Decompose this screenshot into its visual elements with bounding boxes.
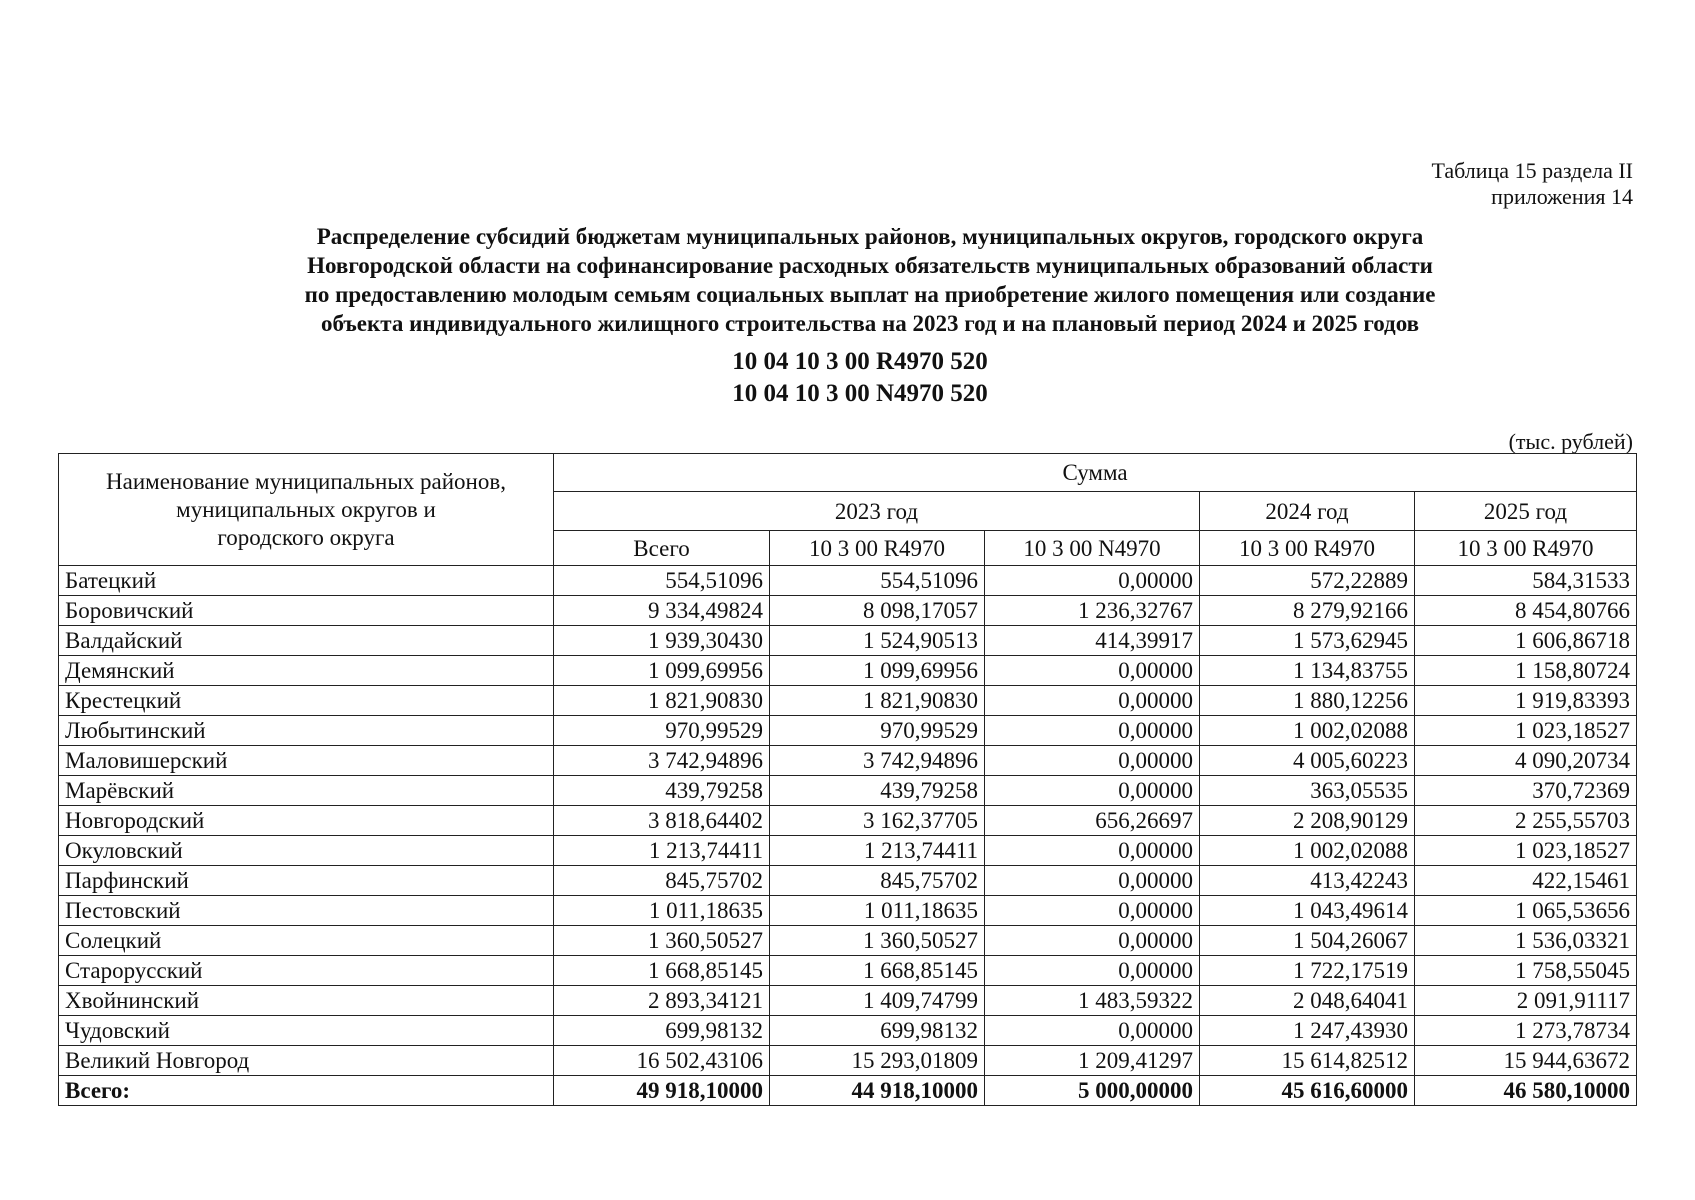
title-line-2: Новгородской области на софинансирование расходных обязательств муниципальных образований области	[307, 253, 1433, 278]
municipality-name: Чудовский	[59, 1016, 554, 1046]
table-row	[59, 986, 1637, 1016]
amount-cell: 1 011,18635	[770, 896, 985, 926]
amount-cell: 413,42243	[1200, 866, 1415, 896]
municipality-name: Старорусский	[59, 956, 554, 986]
municipality-name: Демянский	[59, 656, 554, 686]
amount-cell: 1 919,83393	[1415, 686, 1637, 716]
amount-cell: 439,79258	[554, 776, 770, 806]
header-municipality-line-1: Наименование муниципальных районов,	[106, 468, 506, 494]
amount-cell: 4 090,20734	[1415, 746, 1637, 776]
amount-cell: 0,00000	[985, 566, 1200, 596]
header-municipality-line-3: городского округа	[217, 524, 395, 550]
amount-cell: 3 742,94896	[554, 746, 770, 776]
amount-cell: 970,99529	[770, 716, 985, 746]
amount-cell: 2 893,34121	[554, 986, 770, 1016]
municipality-name: Валдайский	[59, 626, 554, 656]
amount-cell: 1 099,69956	[770, 656, 985, 686]
amount-cell: 1 821,90830	[554, 686, 770, 716]
amount-cell: 0,00000	[985, 926, 1200, 956]
amount-cell: 0,00000	[985, 746, 1200, 776]
amount-cell: 439,79258	[770, 776, 985, 806]
title-line-4: объекта индивидуального жилищного строительства на 2023 год и на плановый период 2024 и 2025 годов	[320, 311, 1420, 336]
amount-cell: 1 606,86718	[1415, 626, 1637, 656]
amount-cell: 1 273,78734	[1415, 1016, 1637, 1046]
amount-cell: 1 524,90513	[770, 626, 985, 656]
table-row	[59, 1046, 1637, 1076]
amount-cell: 656,26697	[985, 806, 1200, 836]
table-row	[59, 686, 1637, 716]
amount-cell: 1 011,18635	[554, 896, 770, 926]
amount-cell: 2 255,55703	[1415, 806, 1637, 836]
amount-cell: 0,00000	[985, 896, 1200, 926]
table-row	[59, 716, 1637, 746]
table-row	[59, 746, 1637, 776]
amount-cell: 1 065,53656	[1415, 896, 1637, 926]
amount-cell: 1 209,41297	[985, 1046, 1200, 1076]
total-label: Всего:	[59, 1076, 554, 1106]
municipality-name: Крестецкий	[59, 686, 554, 716]
amount-cell: 16 502,43106	[554, 1046, 770, 1076]
table-row	[59, 596, 1637, 626]
amount-cell: 1 939,30430	[554, 626, 770, 656]
amount-cell: 370,72369	[1415, 776, 1637, 806]
municipality-name: Окуловский	[59, 836, 554, 866]
municipality-name: Новгородский	[59, 806, 554, 836]
title-line-3: по предоставлению молодым семьям социальных выплат на приобретение жилого помещения или создание	[304, 282, 1436, 307]
amount-cell: 554,51096	[770, 566, 985, 596]
table-row	[59, 956, 1637, 986]
table-row	[59, 1016, 1637, 1046]
table-row	[59, 926, 1637, 956]
amount-cell: 1 213,74411	[554, 836, 770, 866]
amount-cell: 2 208,90129	[1200, 806, 1415, 836]
table-row	[59, 836, 1637, 866]
table-row	[59, 806, 1637, 836]
amount-cell: 2 048,64041	[1200, 986, 1415, 1016]
amount-cell: 3 742,94896	[770, 746, 985, 776]
header-year-2025: 2025 год	[1415, 492, 1637, 531]
amount-cell: 845,75702	[554, 866, 770, 896]
amount-cell: 8 454,80766	[1415, 596, 1637, 626]
amount-cell: 0,00000	[985, 716, 1200, 746]
amount-cell: 4 005,60223	[1200, 746, 1415, 776]
header-year-2024: 2024 год	[1200, 492, 1415, 531]
header-municipality-line-2: муниципальных округов и	[176, 496, 436, 522]
header-sum: Сумма	[554, 454, 1637, 492]
amount-cell: 1 573,62945	[1200, 626, 1415, 656]
municipality-name: Любытинский	[59, 716, 554, 746]
header-year-2023: 2023 год	[554, 492, 1200, 531]
amount-cell: 845,75702	[770, 866, 985, 896]
amount-cell: 0,00000	[985, 956, 1200, 986]
table-body	[59, 566, 1637, 1106]
amount-cell: 970,99529	[554, 716, 770, 746]
municipality-name: Батецкий	[59, 566, 554, 596]
units-label: (тыс. рублей)	[1508, 429, 1633, 454]
amount-cell: 8 098,17057	[770, 596, 985, 626]
subheader-r4970-2023: 10 3 00 R4970	[770, 531, 985, 566]
amount-cell: 9 334,49824	[554, 596, 770, 626]
municipality-name: Пестовский	[59, 896, 554, 926]
table-reference	[1431, 158, 1633, 210]
amount-cell: 1 247,43930	[1200, 1016, 1415, 1046]
amount-cell: 422,15461	[1415, 866, 1637, 896]
budget-codes	[0, 346, 1695, 410]
municipality-name: Великий Новгород	[59, 1046, 554, 1076]
table-row	[59, 776, 1637, 806]
amount-cell: 699,98132	[770, 1016, 985, 1046]
table-row	[59, 866, 1637, 896]
amount-cell: 1 504,26067	[1200, 926, 1415, 956]
amount-cell: 8 279,92166	[1200, 596, 1415, 626]
amount-cell: 1 236,32767	[985, 596, 1200, 626]
amount-cell: 1 002,02088	[1200, 716, 1415, 746]
municipality-name: Марёвский	[59, 776, 554, 806]
amount-cell: 1 002,02088	[1200, 836, 1415, 866]
amount-cell: 1 758,55045	[1415, 956, 1637, 986]
amount-cell: 1 821,90830	[770, 686, 985, 716]
amount-cell: 1 213,74411	[770, 836, 985, 866]
subheader-total-2023: Всего	[554, 531, 770, 566]
amount-cell: 5 000,00000	[985, 1076, 1200, 1106]
amount-cell: 699,98132	[554, 1016, 770, 1046]
amount-cell: 554,51096	[554, 566, 770, 596]
amount-cell: 1 360,50527	[770, 926, 985, 956]
amount-cell: 0,00000	[985, 836, 1200, 866]
amount-cell: 1 880,12256	[1200, 686, 1415, 716]
amount-cell: 44 918,10000	[770, 1076, 985, 1106]
distribution-table	[58, 453, 1637, 1106]
amount-cell: 1 023,18527	[1415, 836, 1637, 866]
amount-cell: 15 614,82512	[1200, 1046, 1415, 1076]
amount-cell: 3 162,37705	[770, 806, 985, 836]
amount-cell: 1 536,03321	[1415, 926, 1637, 956]
amount-cell: 363,05535	[1200, 776, 1415, 806]
budget-code-1: 10 04 10 3 00 R4970 520	[732, 348, 988, 375]
amount-cell: 45 616,60000	[1200, 1076, 1415, 1106]
document-title	[100, 222, 1640, 338]
table-row	[59, 566, 1637, 596]
amount-cell: 1 668,85145	[770, 956, 985, 986]
amount-cell: 46 580,10000	[1415, 1076, 1637, 1106]
amount-cell: 1 158,80724	[1415, 656, 1637, 686]
table-row	[59, 626, 1637, 656]
subheader-r4970-2024: 10 3 00 R4970	[1200, 531, 1415, 566]
amount-cell: 1 722,17519	[1200, 956, 1415, 986]
table-row	[59, 896, 1637, 926]
municipality-name: Солецкий	[59, 926, 554, 956]
table-reference-line-1: Таблица 15 раздела II	[1431, 158, 1633, 183]
amount-cell: 584,31533	[1415, 566, 1637, 596]
amount-cell: 0,00000	[985, 656, 1200, 686]
amount-cell: 414,39917	[985, 626, 1200, 656]
municipality-name: Боровичский	[59, 596, 554, 626]
title-line-1: Распределение субсидий бюджетам муниципальных районов, муниципальных округов, городского округа	[316, 224, 1424, 249]
amount-cell: 0,00000	[985, 1016, 1200, 1046]
amount-cell: 1 023,18527	[1415, 716, 1637, 746]
amount-cell: 0,00000	[985, 686, 1200, 716]
amount-cell: 1 134,83755	[1200, 656, 1415, 686]
subheader-r4970-2025: 10 3 00 R4970	[1415, 531, 1637, 566]
header-municipality	[59, 454, 554, 566]
amount-cell: 49 918,10000	[554, 1076, 770, 1106]
table-total-row	[59, 1076, 1637, 1106]
amount-cell: 2 091,91117	[1415, 986, 1637, 1016]
amount-cell: 1 409,74799	[770, 986, 985, 1016]
amount-cell: 15 293,01809	[770, 1046, 985, 1076]
amount-cell: 3 818,64402	[554, 806, 770, 836]
amount-cell: 1 483,59322	[985, 986, 1200, 1016]
subheader-n4970-2023: 10 3 00 N4970	[985, 531, 1200, 566]
municipality-name: Маловишерский	[59, 746, 554, 776]
amount-cell: 1 099,69956	[554, 656, 770, 686]
amount-cell: 0,00000	[985, 776, 1200, 806]
amount-cell: 15 944,63672	[1415, 1046, 1637, 1076]
amount-cell: 0,00000	[985, 866, 1200, 896]
table-reference-line-2: приложения 14	[1491, 184, 1633, 209]
amount-cell: 1 668,85145	[554, 956, 770, 986]
table-row	[59, 656, 1637, 686]
amount-cell: 1 360,50527	[554, 926, 770, 956]
amount-cell: 1 043,49614	[1200, 896, 1415, 926]
budget-code-2: 10 04 10 3 00 N4970 520	[732, 380, 988, 407]
municipality-name: Хвойнинский	[59, 986, 554, 1016]
amount-cell: 572,22889	[1200, 566, 1415, 596]
municipality-name: Парфинский	[59, 866, 554, 896]
